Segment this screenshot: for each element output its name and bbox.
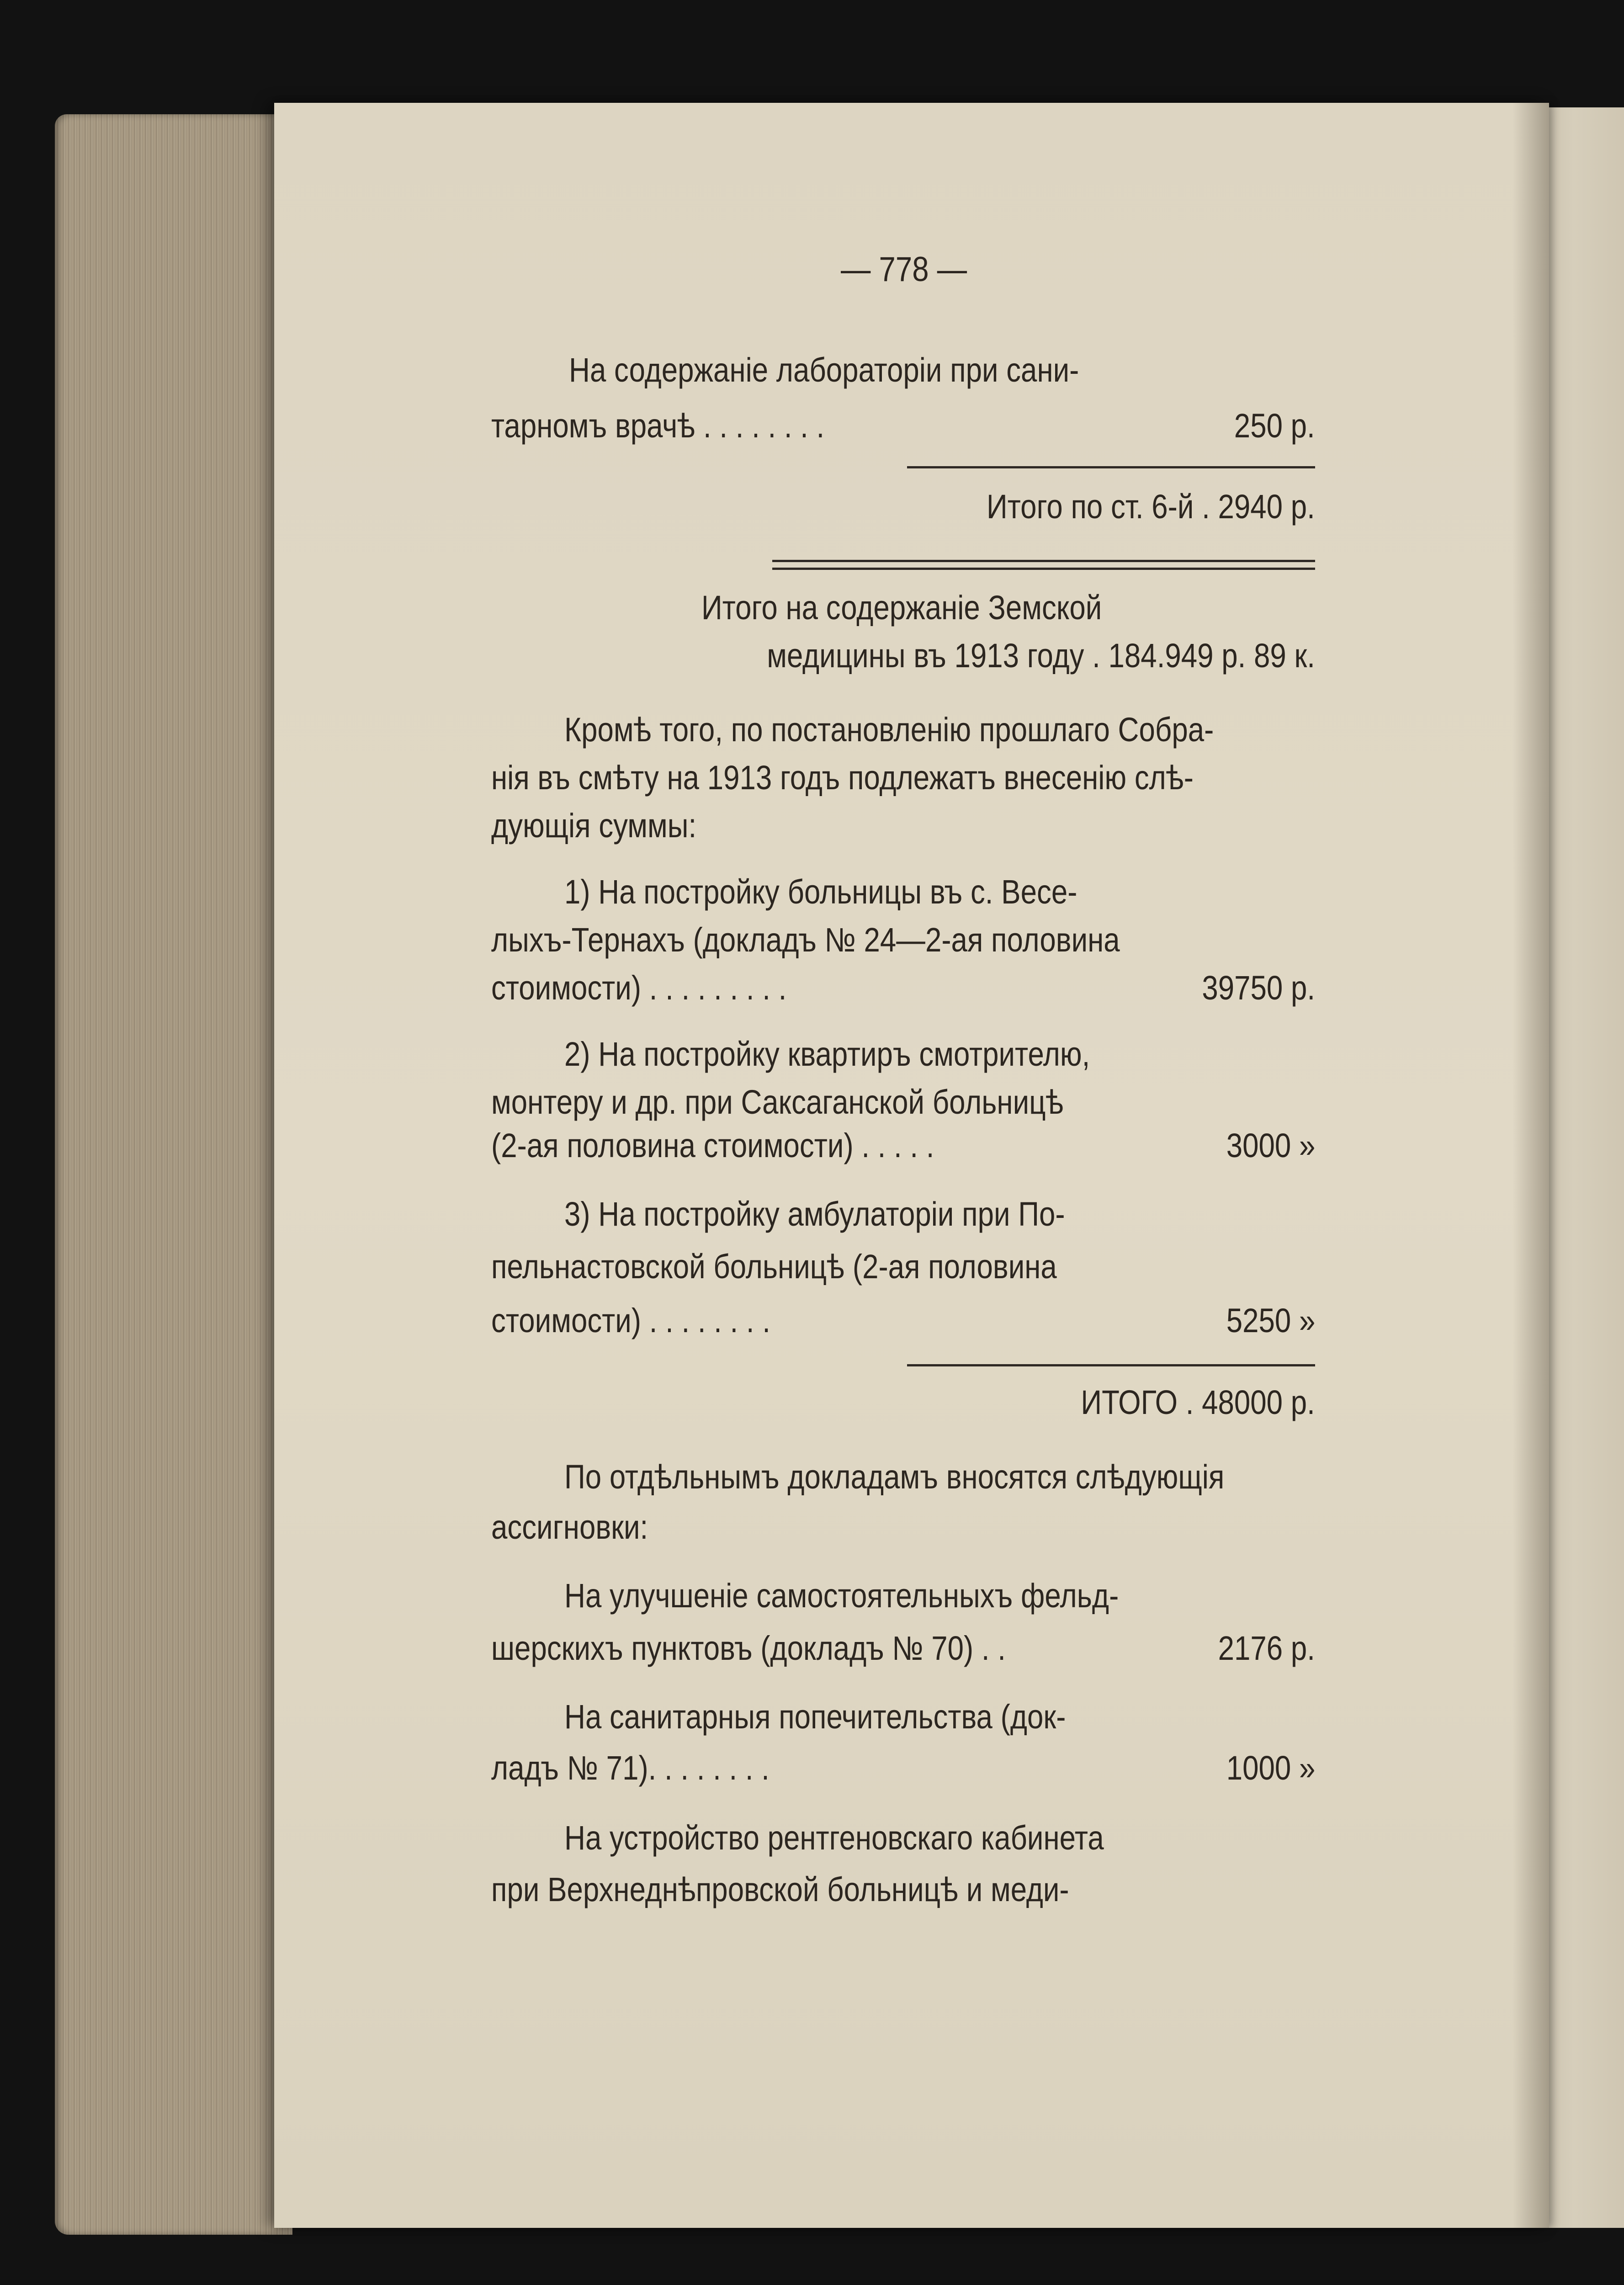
book-page-edges — [55, 114, 292, 2235]
text-line: ладъ № 71). . . . . . . . — [491, 1749, 770, 1787]
separator-rule — [907, 1364, 1315, 1366]
text-line: пельнастовской больницѣ (2-ая половина — [491, 1248, 1057, 1286]
text-line: тарномъ врачѣ . . . . . . . . — [491, 407, 825, 445]
amount: 250 р. — [1234, 407, 1315, 445]
text-line: ассигновки: — [491, 1508, 648, 1546]
text-line: На содержаніе лабораторіи при сани- — [569, 351, 1079, 389]
subtotal-line: Итого по ст. 6-й . 2940 р. — [987, 488, 1315, 526]
double-rule-bottom — [772, 568, 1315, 570]
amount: 2176 р. — [1218, 1629, 1315, 1667]
text-line: монтеру и др. при Саксаганской больницѣ — [491, 1083, 1064, 1121]
text-line: стоимости) . . . . . . . . — [491, 1302, 770, 1339]
text-line: 2) На постройку квартиръ смотрителю, — [564, 1035, 1090, 1073]
text-line: На санитарныя попечительства (док- — [564, 1698, 1066, 1736]
text-line: шерскихъ пунктовъ (докладъ № 70) . . — [491, 1629, 1006, 1667]
amount: 1000 » — [1226, 1749, 1315, 1787]
page-gutter-shadow — [1513, 103, 1549, 2228]
text-line: стоимости) . . . . . . . . . — [491, 969, 787, 1007]
separator-rule — [907, 466, 1315, 468]
text-line: По отдѣльнымъ докладамъ вносятся слѣдующія — [564, 1458, 1225, 1496]
text-line: при Верхнеднѣпровской больницѣ и меди- — [491, 1871, 1069, 1908]
text-line: 1) На постройку больницы въ с. Весе- — [564, 873, 1077, 911]
text-line: лыхъ-Тернахъ (докладъ № 24—2-ая половина — [491, 921, 1120, 959]
amount: 5250 » — [1226, 1302, 1315, 1339]
text-line: дующія суммы: — [491, 807, 697, 845]
total-line: медицины въ 1913 году . 184.949 р. 89 к. — [767, 637, 1315, 675]
total-line: ИТОГО . 48000 р. — [1081, 1383, 1315, 1421]
book-page — [274, 103, 1549, 2228]
text-line: На улучшеніе самостоятельныхъ фельд- — [564, 1577, 1119, 1615]
page-number: — 778 — — [841, 250, 967, 289]
amount: 3000 » — [1226, 1127, 1315, 1164]
amount: 39750 р. — [1202, 969, 1315, 1007]
text-line: На устройство рентгеновскаго кабинета — [564, 1819, 1104, 1857]
text-line: Кромѣ того, по постановленію прошлаго Собра- — [564, 711, 1214, 749]
text-line: нія въ смѣту на 1913 годъ подлежатъ внесенію слѣ- — [491, 759, 1194, 797]
text-line: (2-ая половина стоимости) . . . . . — [491, 1127, 934, 1164]
text-line: 3) На постройку амбулаторіи при По- — [564, 1195, 1065, 1233]
facing-page — [1540, 107, 1624, 2228]
text-line: Итого на содержаніе Земской — [701, 589, 1102, 627]
double-rule-top — [772, 560, 1315, 562]
